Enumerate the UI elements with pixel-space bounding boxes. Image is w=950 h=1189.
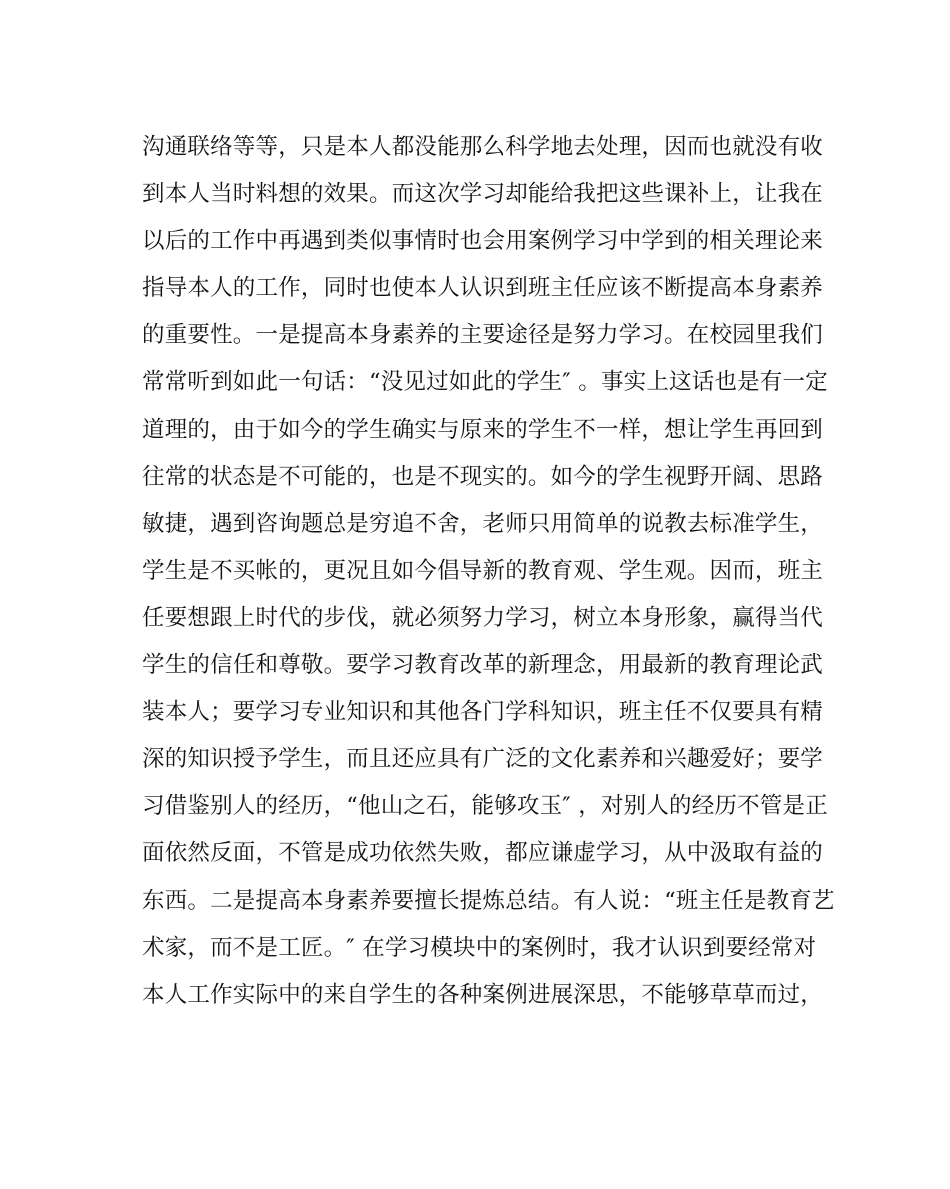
text-line: 深的知识授予学生，而且还应具有广泛的文化素养和兴趣爱好；要学 <box>142 746 824 773</box>
text-line: 学生是不买帐的，更况且如今倡导新的教育观、学生观。因而，班主 <box>142 557 824 584</box>
body-text <box>142 124 835 1019</box>
text-line: 道理的，由于如今的学生确实与原来的学生不一样，想让学生再回到 <box>142 416 824 443</box>
text-line: 术家，而不是工匠。″ 在学习模块中的案例时，我才认识到要经常对 <box>142 934 817 961</box>
text-line: 沟通联络等等，只是本人都没能那么科学地去处理，因而也就没有收 <box>142 134 824 160</box>
text-line: 装本人；要学习专业知识和其他各门学科知识，班主任不仅要具有精 <box>142 699 824 726</box>
text-line: 到本人当时料想的效果。而这次学习却能给我把这些课补上，让我在 <box>142 181 824 208</box>
text-line: 敏捷，遇到咨询题总是穷追不舍，老师只用简单的说教去标准学生， <box>142 510 824 537</box>
text-line: 常常听到如此一句话：“没见过如此的学生″ 。事实上这话也是有一定 <box>142 369 828 396</box>
text-line: 习借鉴别人的经历，“他山之石，能够攻玉″ ，对别人的经历不管是正 <box>142 793 828 820</box>
text-line: 任要想跟上时代的步伐，就必须努力学习，树立本身形象，赢得当代 <box>142 604 824 631</box>
text-line: 学生的信任和尊敬。要学习教育改革的新理念，用最新的教育理论武 <box>142 652 824 679</box>
text-line: 面依然反面，不管是成功依然失败，都应谦虚学习，从中汲取有益的 <box>142 840 824 867</box>
text-line: 指导本人的工作，同时也使本人认识到班主任应该不断提高本身素养 <box>142 275 824 302</box>
text-line: 东西。二是提高本身素养要擅长提炼总结。有人说：“班主任是教育艺 <box>142 887 835 914</box>
text-line: 本人工作实际中的来自学生的各种案例进展深思，不能够草草而过， <box>142 981 824 1008</box>
text-line: 往常的状态是不可能的，也是不现实的。如今的学生视野开阔、思路 <box>142 463 824 490</box>
text-line: 以后的工作中再遇到类似事情时也会用案例学习中学到的相关理论来 <box>142 228 824 255</box>
text-line: 的重要性。一是提高本身素养的主要途径是努力学习。在校园里我们 <box>142 322 824 349</box>
